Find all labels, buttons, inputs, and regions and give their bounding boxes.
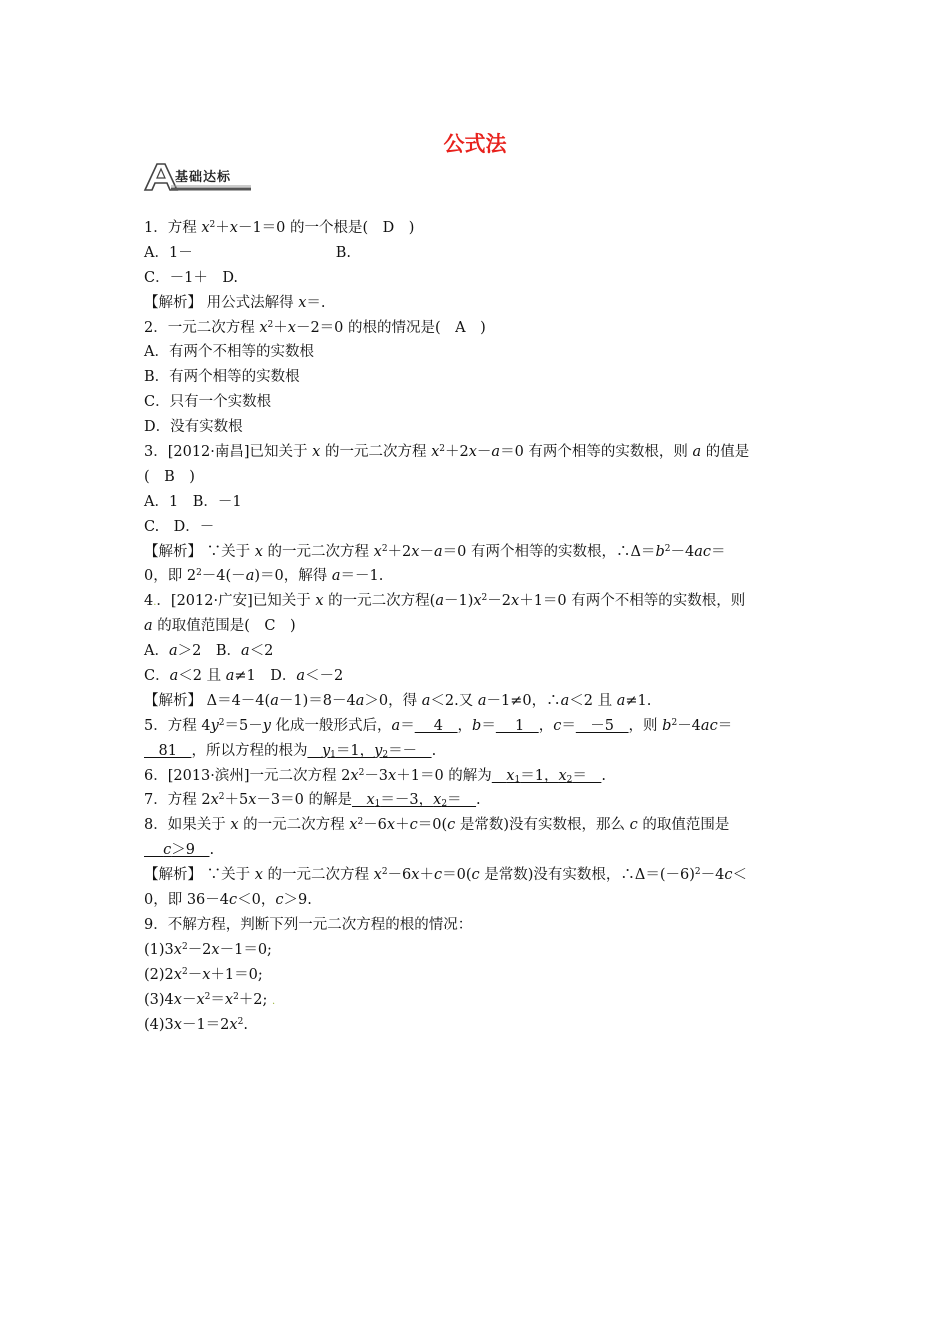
q8-answer: c＞9 . [163,842,215,859]
q8-analysis-1: 【解析】 ∵关于 x 的一元二次方程 $x^2-6x+c=0(c$ 是常数)没有实数根，$\therefore\Delta=(-6)^2-4c<$ [144,867,747,884]
q4-stem-2: a 的取值范围是( C ) [144,618,296,635]
q3-analysis-2: 0，即 $2^2-4(-a)=0$，解得 a＝－1. [144,568,384,585]
q3-answer: ( B ) [144,468,195,485]
q1-analysis: 【解析】 用公式法解得 x＝. [144,294,326,311]
q4-options-cd: C．a＜2 且 a≠1 D．a＜－2 [144,668,344,685]
q1-options-ab: A．1－ B. [144,244,351,261]
q9-item-2: $(2)2x^2-x+1=0$; [144,966,263,983]
q5-stem: 5．方程 $4y^2=5-y$ 化成一般形式后，a＝ 4 ，b＝ 1 ，c＝ －5 ，则 $b^2-4ac=$ [144,717,733,734]
exercise-content [144,216,810,1037]
q9-item-4: $(4)3x-1=2x^2$. [144,1016,248,1033]
q6-stem: 6．[2013·滨州]一元二次方程 $2x^2-3x+1=0$ 的解为 $x_1=1$，$x_2=$ . [144,767,606,785]
q8-analysis-2: 0，即 36－4c＜0，c＞9. [144,892,312,909]
q3-stem: 3．[2012·南昌]已知关于 x 的一元二次方程 $x^2+2x-a=0$ 有两个相等的实数根，则 a 的值是 [144,444,750,461]
q4-stem: 4.．[2012·广安]已知关于 x 的一元二次方程$(a-1)x^2-2x+1=0$ 有两个不相等的实数根，则 [144,593,746,610]
q8-stem: 8．如果关于 x 的一元二次方程 $x^2-6x+c=0(c$ 是常数)没有实数根，那么 c 的取值范围是 [144,817,730,834]
q2-option-b: B．有两个相等的实数根 [144,369,300,386]
q2-option-a: A．有两个不相等的实数根 [144,344,314,361]
section-badge-label: 基础达标 [175,170,232,185]
q9-item-3: $(3)4x-x^2=x^2+2$; . [144,991,276,1008]
q4-options-ab: A．a＞2 B．a＜2 [144,643,274,660]
q3-options-ab: A．1 B．－1 [144,493,242,510]
q4-analysis: 【解析】 Δ＝4－4(a－1)＝8－4a＞0，得 a＜2.又 a－1≠0，∴a＜2 且 a≠1. [144,692,652,709]
q2-stem: 2．一元二次方程 $x^2+x-2=0$ 的根的情况是( A ) [144,319,486,336]
q3-options-cd: C. D．－ [144,518,215,535]
q9-item-1: $(1)3x^2-2x-1=0$; [144,941,272,958]
section-badge [143,162,255,192]
q2-option-d: D．没有实数根 [144,419,243,436]
q1-stem: 1．方程 $x^2+x-1=0$ 的一个根是( D ) [144,220,415,236]
q3-analysis-1: 【解析】 ∵关于 x 的一元二次方程 $x^2+2x-a=0$ 有两个相等的实数根，$\therefore\Delta=b^2-4ac=$ [144,543,726,560]
q1-options-cd: C．－1＋ D. [144,269,239,286]
q2-option-c: C．只有一个实数根 [144,394,272,411]
q9-stem: 9．不解方程，判断下列一元二次方程的根的情况： [144,916,473,933]
page-title: 公式法 [443,132,507,156]
q7-stem: 7．方程 $2x^2+5x-3=0$ 的解是 $x_1=-3$，$x_2=$ . [144,792,481,810]
q5-stem-2: 81 ，所以方程的根为 $y_1=1$，$y_2=-$ . [144,742,437,760]
